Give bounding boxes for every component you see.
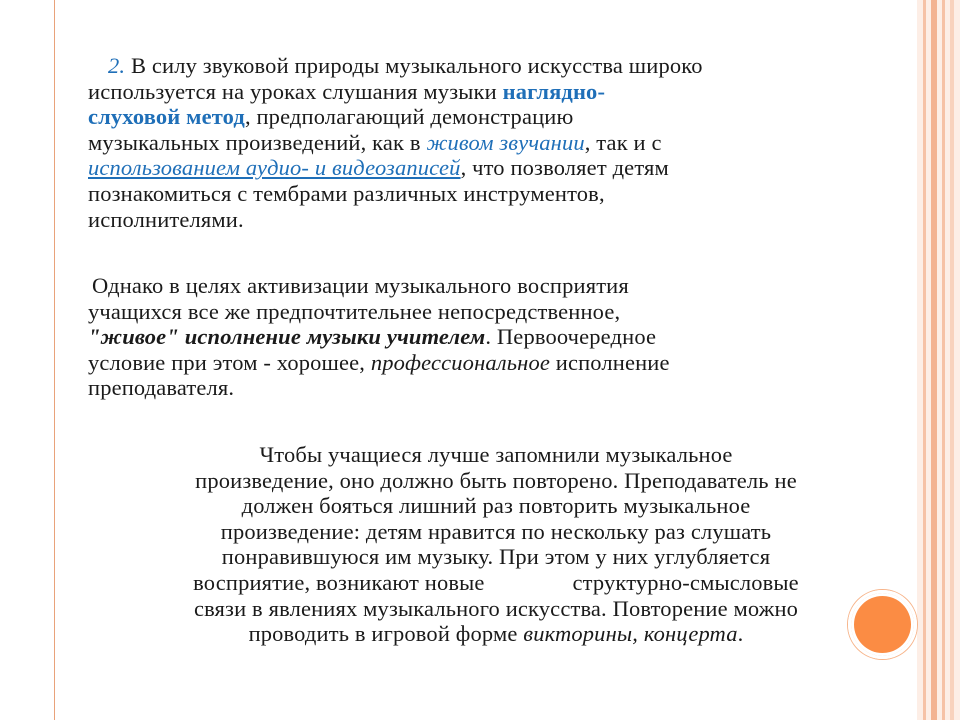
decorative-stripe bbox=[942, 0, 945, 720]
paragraph-live-performance bbox=[88, 273, 888, 401]
decorative-stripe bbox=[950, 0, 954, 720]
paragraph-line: музыкальных произведений, как в живом звучании, так и с bbox=[88, 129, 662, 155]
term-highlight: наглядно- bbox=[502, 78, 606, 104]
paragraph-line: использованием аудио- и видеозаписей, что позволяет детям bbox=[88, 155, 669, 181]
term-emphasis: живом звучании bbox=[426, 129, 585, 155]
paragraph-line: проводить в игровой форме викторины, концерта. bbox=[248, 621, 744, 647]
paragraph-line: преподавателя. bbox=[88, 375, 235, 401]
decorative-stripe bbox=[923, 0, 926, 720]
item-number: 2. bbox=[108, 53, 126, 78]
paragraph-line: учащихся все же предпочтительнее непосредственное, bbox=[88, 298, 621, 324]
paragraph-line: "живое" исполнение музыки учителем. Первоочередное bbox=[88, 324, 657, 350]
paragraph-line: понравившуюся им музыку. При этом у них углубляется bbox=[221, 544, 771, 570]
paragraph-line: 2. В силу звуковой природы музыкального искусства широко bbox=[108, 53, 703, 78]
paragraph-line: должен бояться лишний раз повторить музыкальное bbox=[241, 493, 751, 519]
paragraph-line: произведение: детям нравится по нескольку раз слушать bbox=[220, 518, 772, 544]
term-emphasis: использованием аудио- и видеозаписей bbox=[88, 155, 461, 181]
paragraph-line: восприятие, возникают новые структурно-смысловые bbox=[193, 569, 799, 595]
paragraph-repetition bbox=[90, 442, 902, 647]
paragraph-visual-auditory-method bbox=[88, 53, 888, 232]
term-emphasis: профессиональное bbox=[370, 349, 550, 375]
term-emphasis: викторины, концерта bbox=[523, 621, 738, 647]
paragraph-line: Чтобы учащиеся лучше запомнили музыкальное bbox=[259, 442, 733, 467]
paragraph-line: используется на уроках слушания музыки наглядно- bbox=[88, 78, 606, 104]
term-emphasis: "живое" исполнение музыки учителем bbox=[88, 324, 486, 350]
paragraph-line: исполнителями. bbox=[88, 206, 244, 232]
left-border-line bbox=[54, 0, 55, 720]
decorative-stripe bbox=[931, 0, 937, 720]
paragraph-line: условие при этом - хорошее, профессиональное исполнение bbox=[88, 349, 670, 375]
paragraph-line: связи в явлениях музыкального искусства. Повторение можно bbox=[193, 595, 799, 621]
paragraph-line: Однако в целях активизации музыкального восприятия bbox=[92, 273, 629, 298]
paragraph-line: произведение, оно должно быть повторено. Преподаватель не bbox=[195, 467, 797, 493]
paragraph-line: слуховой метод, предполагающий демонстрацию bbox=[88, 104, 574, 130]
term-highlight: слуховой метод bbox=[88, 104, 245, 130]
paragraph-line: познакомиться с тембрами различных инструментов, bbox=[88, 180, 605, 206]
